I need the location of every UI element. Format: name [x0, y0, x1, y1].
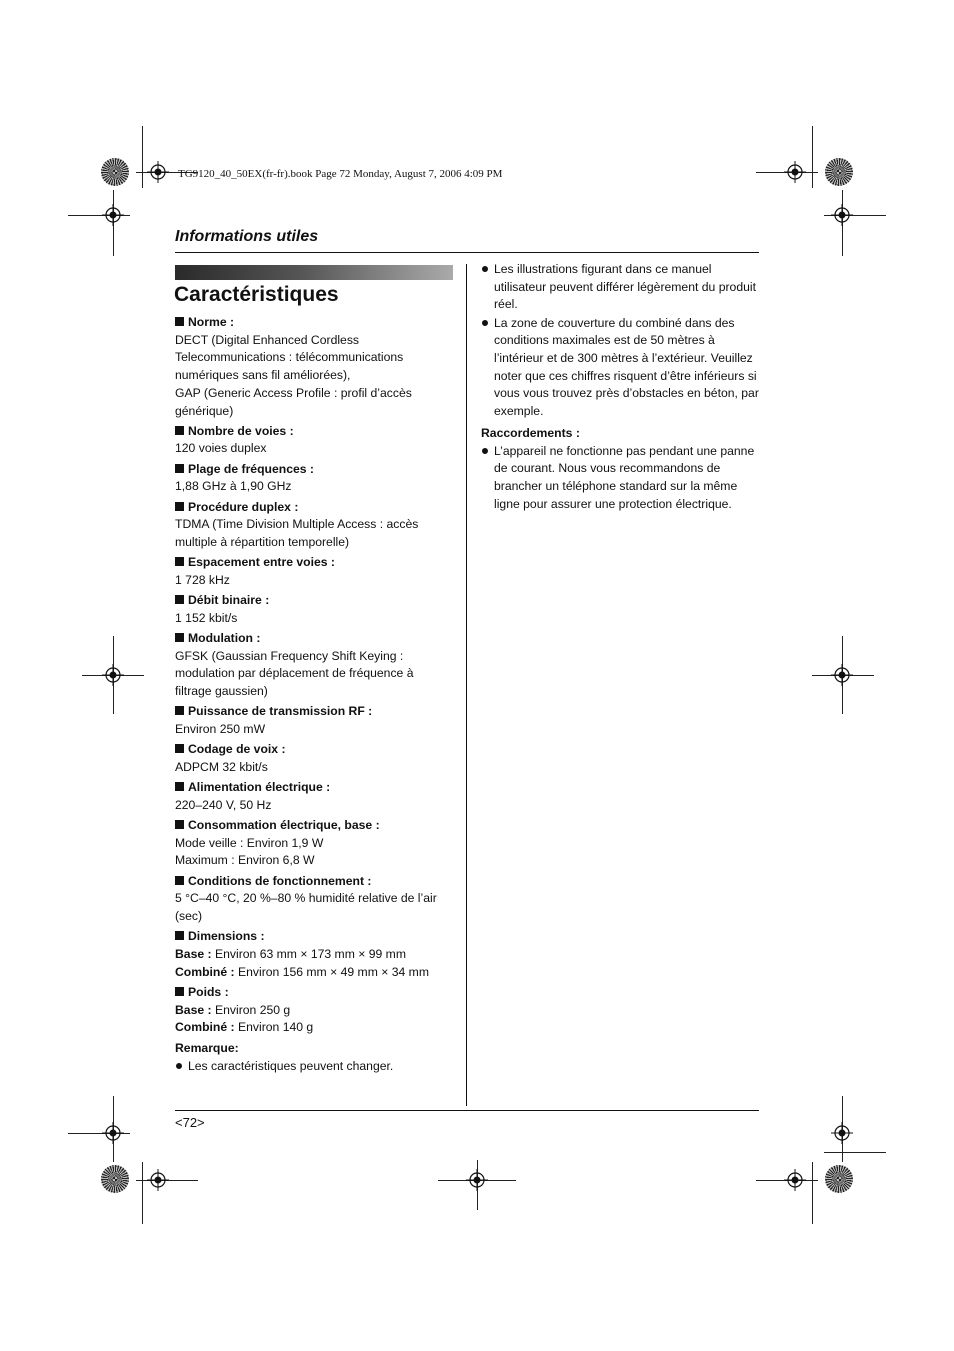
spec-label: Dimensions : — [175, 928, 457, 946]
column-divider — [466, 264, 467, 1106]
square-bullet-icon — [175, 820, 184, 829]
running-header: Informations utiles — [175, 228, 319, 245]
bullet-icon — [176, 1063, 182, 1069]
square-bullet-icon — [175, 502, 184, 511]
registration-mark-icon — [102, 664, 124, 686]
dimensions-base: Base : Environ 63 mm × 173 mm × 99 mm — [175, 946, 406, 961]
weight-handset: Combiné : Environ 140 g — [175, 1020, 314, 1035]
spec-value-line: (sec) — [175, 909, 203, 923]
spec-value-line: TDMA (Time Division Multiple Access : accès — [175, 517, 419, 532]
color-target-icon — [101, 1165, 129, 1193]
spec-value-line: 220–240 V, 50 Hz — [175, 797, 272, 812]
spec-item — [175, 554, 457, 589]
spec-value-line: Telecommunications : télécommunications — [175, 350, 404, 365]
spec-item — [175, 873, 457, 926]
spec-weight — [175, 984, 457, 1037]
square-bullet-icon — [175, 987, 184, 996]
spec-value-line: 1 728 kHz — [175, 572, 230, 587]
spec-value-line: DECT (Digital Enhanced Cordless — [175, 332, 360, 347]
registration-mark-icon — [831, 664, 853, 686]
registration-mark-icon — [784, 1169, 806, 1191]
square-bullet-icon — [175, 876, 184, 885]
spec-label: Plage de fréquences : — [175, 461, 457, 479]
registration-mark-icon — [466, 1169, 488, 1191]
spec-value-line: générique) — [175, 403, 234, 418]
spec-value-line: 1,88 GHz à 1,90 GHz — [175, 479, 292, 494]
spec-item — [175, 499, 457, 552]
spec-label: Poids : — [175, 984, 457, 1002]
spec-item — [175, 779, 457, 814]
remark-label: Remarque: — [175, 1040, 239, 1055]
spec-label: Modulation : — [175, 630, 457, 648]
square-bullet-icon — [175, 706, 184, 715]
section-bar — [175, 265, 453, 280]
spec-label: Consommation électrique, base : — [175, 817, 457, 835]
spec-label: Alimentation électrique : — [175, 779, 457, 797]
spec-list — [175, 314, 457, 926]
spec-value-line: 120 voies duplex — [175, 441, 267, 456]
spec-value-line: ADPCM 32 kbit/s — [175, 759, 268, 774]
spec-label: Norme : — [175, 314, 457, 332]
spec-item — [175, 630, 457, 701]
spec-value-line: Environ 250 mW — [175, 721, 266, 736]
spec-label: Espacement entre voies : — [175, 554, 457, 572]
color-target-icon — [825, 1165, 853, 1193]
spec-value-line: modulation par déplacement de fréquence à — [175, 666, 414, 681]
note-item: La zone de couverture du combiné dans des conditions maximales est de 50 mètres à l’intérieur et de 300 mètres à l’extérieur. Veuillez noter que ces chiffres risquent d’être inférieurs si vous vous trouvez près d’obstacles en béton, par exemple. — [481, 315, 761, 421]
square-bullet-icon — [175, 744, 184, 753]
square-bullet-icon — [175, 633, 184, 642]
bullet-icon — [482, 320, 488, 326]
spec-value-line: Mode veille : Environ 1,9 W — [175, 835, 324, 850]
square-bullet-icon — [175, 557, 184, 566]
spec-label: Conditions de fonctionnement : — [175, 873, 457, 891]
square-bullet-icon — [175, 931, 184, 940]
spec-value-line: GAP (Generic Access Profile : profil d’accès — [175, 385, 412, 400]
registration-mark-icon — [102, 204, 124, 226]
spec-item — [175, 741, 457, 776]
square-bullet-icon — [175, 595, 184, 604]
spec-item — [175, 461, 457, 496]
spec-label: Codage de voix : — [175, 741, 457, 759]
color-target-icon — [101, 158, 129, 186]
spec-value-line: multiple à répartition temporelle) — [175, 534, 350, 549]
connections-item: L’appareil ne fonctionne pas pendant une panne de courant. Nous vous recommandons de brancher un téléphone standard sur la même ligne pour assurer une protection électrique. — [481, 443, 761, 514]
connections-label: Raccordements : — [481, 425, 580, 440]
bullet-icon — [482, 448, 488, 454]
spec-item — [175, 314, 457, 420]
color-target-icon — [825, 158, 853, 186]
spec-dimensions — [175, 928, 457, 981]
registration-mark-icon — [831, 204, 853, 226]
spec-label: Débit binaire : — [175, 592, 457, 610]
square-bullet-icon — [175, 317, 184, 326]
header-rule — [175, 252, 759, 253]
spec-label: Procédure duplex : — [175, 499, 457, 517]
spec-item — [175, 592, 457, 627]
section-title: Caractéristiques — [174, 283, 339, 306]
print-slug: TG9120_40_50EX(fr-fr).book Page 72 Monday, August 7, 2006 4:09 PM — [178, 168, 503, 180]
spec-value-line: 1 152 kbit/s — [175, 610, 238, 625]
spec-label: Puissance de transmission RF : — [175, 703, 457, 721]
notes-column — [481, 261, 761, 514]
spec-value-line: numériques sans fil améliorées), — [175, 368, 351, 383]
registration-mark-icon — [831, 1122, 853, 1144]
square-bullet-icon — [175, 426, 184, 435]
registration-mark-icon — [147, 161, 169, 183]
footer-rule — [175, 1110, 759, 1111]
registration-mark-icon — [102, 1122, 124, 1144]
spec-item — [175, 703, 457, 738]
spec-value-line: GFSK (Gaussian Frequency Shift Keying : — [175, 648, 404, 663]
bullet-icon — [482, 266, 488, 272]
spec-label: Nombre de voies : — [175, 423, 457, 441]
weight-base: Base : Environ 250 g — [175, 1002, 291, 1017]
spec-item — [175, 817, 457, 870]
spec-value-line: 5 °C–40 °C, 20 %–80 % humidité relative de l’air — [175, 891, 437, 906]
spec-value-line: Maximum : Environ 6,8 W — [175, 853, 315, 868]
spec-item — [175, 423, 457, 458]
square-bullet-icon — [175, 782, 184, 791]
note-item: Les illustrations figurant dans ce manuel utilisateur peuvent différer légèrement du produit réel. — [481, 261, 761, 314]
page-number: <72> — [175, 1115, 205, 1130]
registration-mark-icon — [147, 1169, 169, 1191]
dimensions-handset: Combiné : Environ 156 mm × 49 mm × 34 mm — [175, 964, 429, 979]
square-bullet-icon — [175, 464, 184, 473]
specifications-column — [175, 314, 457, 1076]
spec-value-line: filtrage gaussien) — [175, 684, 268, 699]
remark-item: Les caractéristiques peuvent changer. — [175, 1058, 457, 1076]
registration-mark-icon — [784, 161, 806, 183]
